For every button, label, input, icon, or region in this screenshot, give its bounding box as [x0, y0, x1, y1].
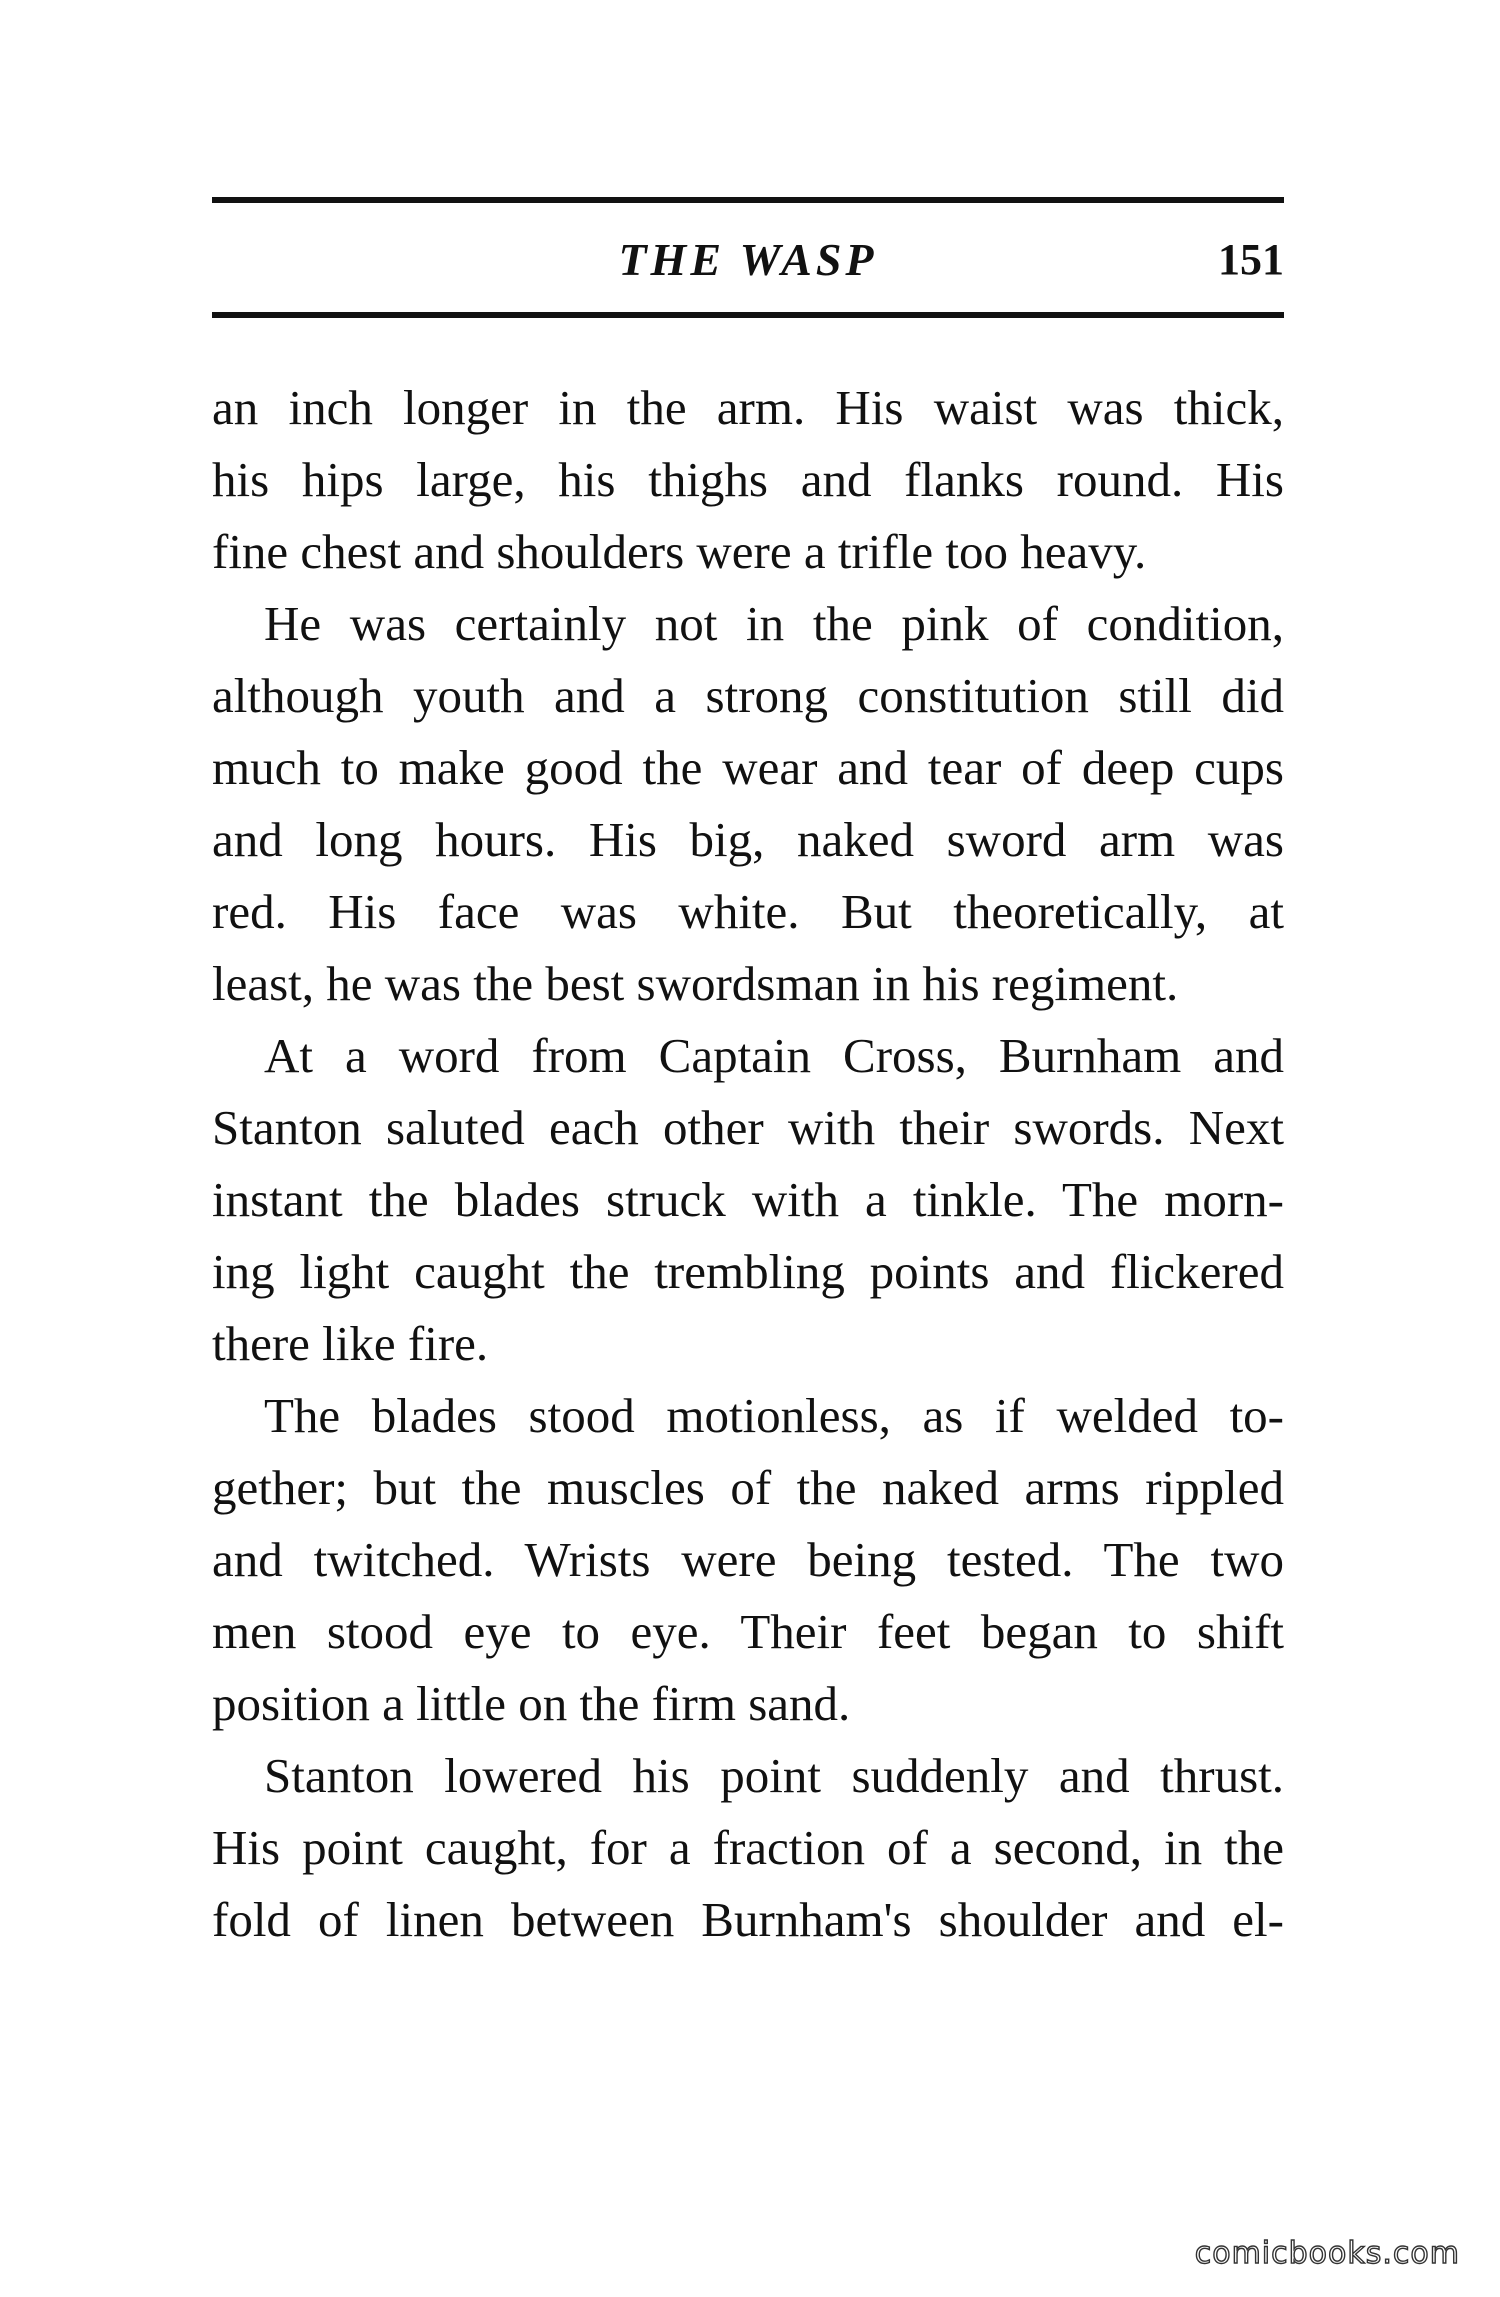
- text-line: red. His face was white. But theoretically, at: [212, 884, 1284, 939]
- text-line: although youth and a strong constitution still did: [212, 668, 1284, 723]
- text-line: ing light caught the trembling points and flickered: [212, 1244, 1284, 1299]
- text-line: least, he was the best swordsman in his regiment.: [212, 956, 1179, 1011]
- text-line: Stanton lowered his point suddenly and thrust.: [264, 1748, 1284, 1803]
- text-line: and long hours. His big, naked sword arm was: [212, 812, 1284, 867]
- text-line: instant the blades struck with a tinkle. The morn-: [212, 1172, 1284, 1227]
- text-line: much to make good the wear and tear of deep cups: [212, 740, 1284, 795]
- paragraph: [212, 1380, 1284, 1740]
- page-number: 151: [1218, 235, 1284, 284]
- body-text: [212, 372, 1284, 1956]
- text-line: men stood eye to eye. Their feet began to shift: [212, 1604, 1284, 1659]
- paragraph: [212, 588, 1284, 1020]
- paragraph: [212, 1020, 1284, 1380]
- running-title: THE WASP: [618, 234, 878, 285]
- text-line: Stanton saluted each other with their swords. Next: [212, 1100, 1284, 1155]
- text-line: He was certainly not in the pink of condition,: [264, 596, 1284, 651]
- text-line: gether; but the muscles of the naked arms rippled: [212, 1460, 1284, 1515]
- text-line: The blades stood motionless, as if welded to-: [264, 1388, 1284, 1443]
- text-line: and twitched. Wrists were being tested. The two: [212, 1532, 1284, 1587]
- text-line: there like fire.: [212, 1316, 489, 1371]
- text-line: an inch longer in the arm. His waist was thick,: [212, 380, 1284, 435]
- text-line: fine chest and shoulders were a trifle too heavy.: [212, 524, 1147, 579]
- header-bottom-rule: [212, 312, 1284, 318]
- paragraph: [212, 1740, 1284, 1956]
- text-line: His point caught, for a fraction of a second, in the: [212, 1820, 1284, 1875]
- text-line: fold of linen between Burnham's shoulder and el-: [212, 1892, 1284, 1947]
- watermark: comicbooks.com: [1194, 2236, 1460, 2271]
- header-top-rule: [212, 197, 1284, 203]
- text-line: his hips large, his thighs and flanks round. His: [212, 452, 1284, 507]
- text-line: position a little on the firm sand.: [212, 1676, 851, 1731]
- text-line: At a word from Captain Cross, Burnham and: [264, 1028, 1284, 1083]
- paragraph: [212, 372, 1284, 588]
